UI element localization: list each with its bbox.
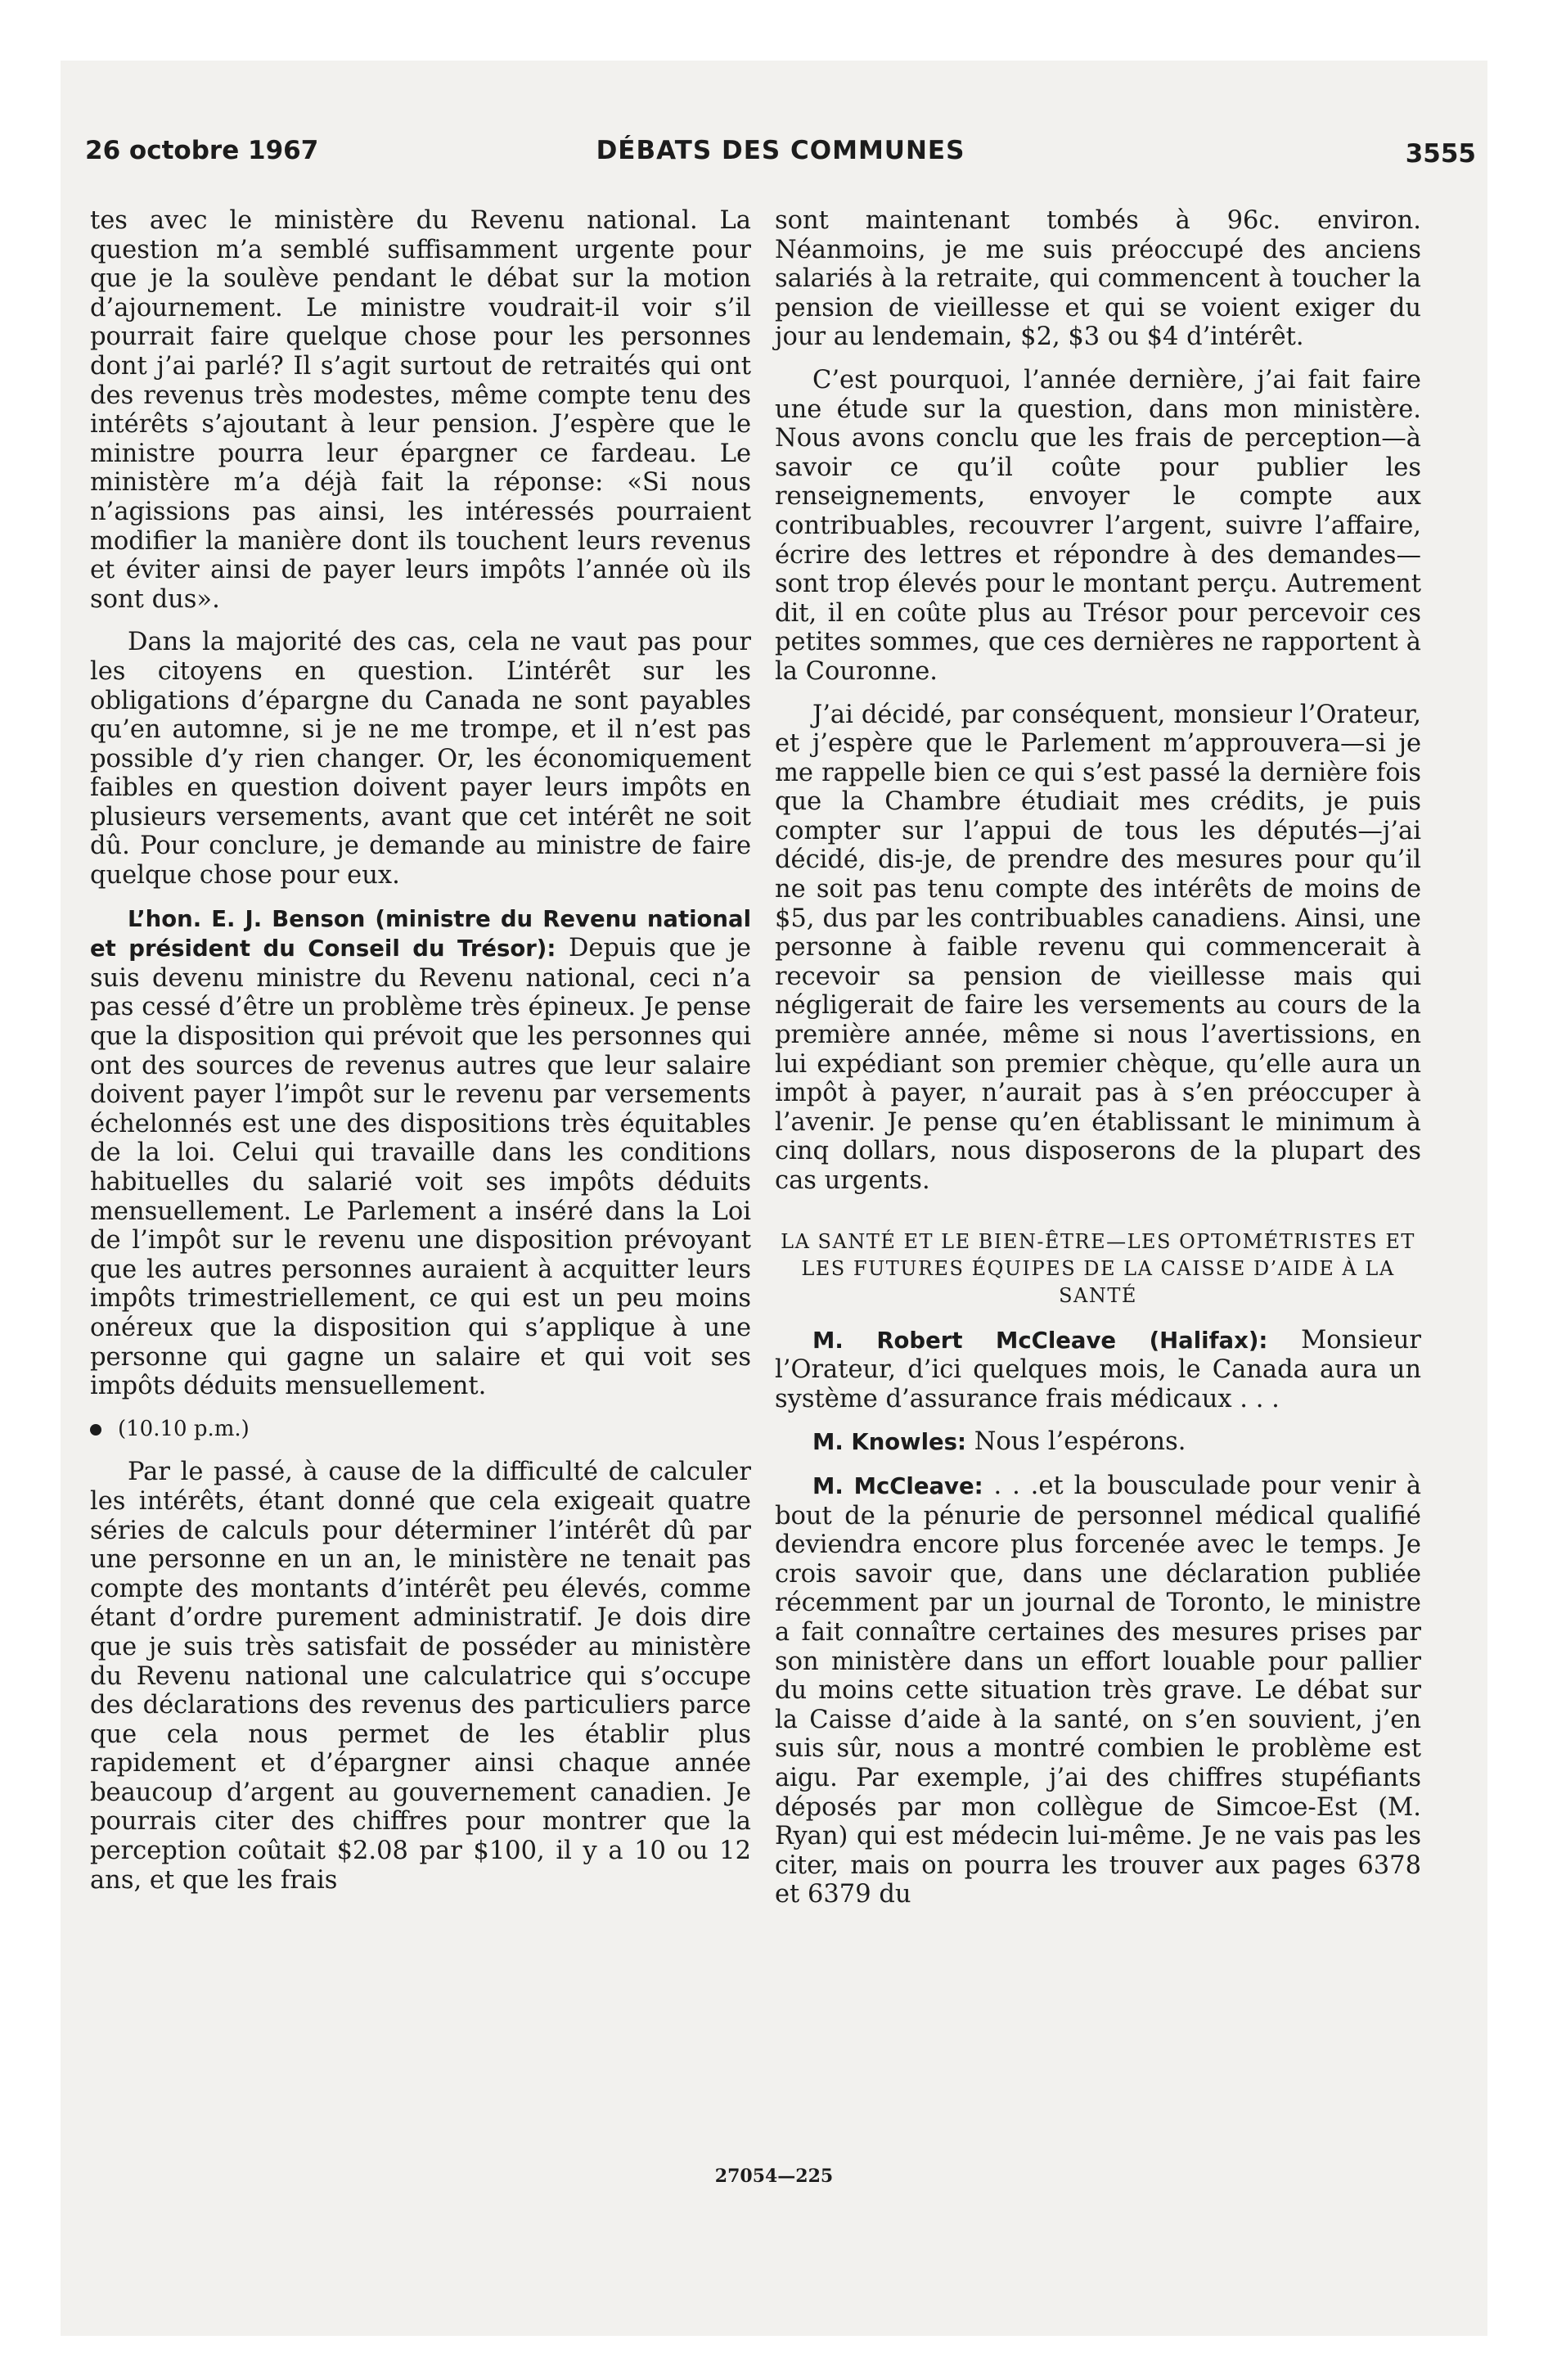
right-column: [775, 206, 1421, 1923]
paragraph: Dans la majorité des cas, cela ne vaut pas pour les citoyens en question. L’intérêt sur les obligations d’épargne du Canada ne sont payables qu’en automne, si je ne me trompe, et il n’est pas possible d’y rien changer. Or, les économiquement faibles en question doivent payer leurs impôts en plusieurs versements, avant que cet intérêt ne soit dû. Pour conclure, je demande au ministre de faire quelque chose pour eux.: [90, 628, 751, 890]
paragraph: C’est pourquoi, l’année dernière, j’ai fait faire une étude sur la question, dans mon ministère. Nous avons conclu que les frais de perception—à savoir ce qu’il coûte pour publier les renseignements, envoyer le compte aux contribuables, recouvrer l’argent, suivre l’affaire, écrire des lettres et répondre à des demandes—sont trop élevés pour le montant perçu. Autrement dit, il en coûte plus au Trésor pour percevoir ces petites sommes, que ces dernières ne rapportent à la Couronne.: [775, 365, 1421, 686]
page-header: [85, 136, 1476, 177]
paragraph: Par le passé, à cause de la difficulté de calculer les intérêts, étant donné que cela exigeait quatre séries de calculs pour déterminer l’intérêt dû par une personne en un an, le ministère ne tenait pas compte des montants d’intérêt peu élevés, comme étant d’ordre purement administratif. Je dois dire que je suis très satisfait de posséder au ministère du Revenu national une calculatrice qui s’occupe des déclarations des revenus des particuliers parce que cela nous permet de les établir plus rapidement et d’épargner ainsi chaque année beaucoup d’argent au gouvernement canadien. Je pourrais citer des chiffres pour montrer que la perception coûtait $2.08 par $100, il y a 10 ou 12 ans, et que les frais: [90, 1458, 751, 1895]
speaker-name: L’hon. E. J. Benson (ministre du Revenu national et président du Conseil du Trésor):: [90, 905, 751, 962]
speech-text: Nous l’espérons.: [974, 1427, 1186, 1457]
page-number: 3555: [1405, 139, 1476, 169]
timestamp: [90, 1415, 751, 1445]
paragraph: sont maintenant tombés à 96c. environ. Néanmoins, je me suis préoccupé des anciens salariés à la retraite, qui commencent à toucher la pension de vieillesse et qui se voient exiger du jour au lendemain, $2, $3 ou $4 d’intérêt.: [775, 206, 1421, 352]
section-heading: LA SANTÉ ET LE BIEN-ÊTRE—LES OPTOMÉTRISTES ET LES FUTURES ÉQUIPES DE LA CAISSE D’AIDE À LA SANTÉ: [781, 1229, 1415, 1307]
footer-code: 27054—225: [714, 2166, 834, 2187]
speaker-name: M. Knowles:: [812, 1429, 967, 1456]
speech: [90, 904, 751, 1401]
speech-text: . . .et la bousculade pour venir à bout de la pénurie de personnel médical qualifié deviendra encore plus forcenée avec le temps. Je crois savoir que, dans une déclaration publiée récemment par un journal de Toronto, le ministre a fait connaître certaines des mesures prises par son ministère dans un effort louable pour pallier du moins cette situation très grave. Le débat sur la Caisse d’aide à la santé, on s’en souvient, j’en suis sûr, nous a montré combien le problème est aigu. Par exemple, j’ai des chiffres stupéfiants déposés par mon collègue de Simcoe-Est (M. Ryan) qui est médecin lui-même. Je ne vais pas les citer, mais on pourra les trouver aux pages 6378 et 6379 du: [775, 1471, 1421, 1909]
header-date: 26 octobre 1967: [85, 136, 319, 165]
speech: [775, 1427, 1421, 1458]
speaker-name: M. Robert McCleave (Halifax):: [812, 1327, 1268, 1354]
paragraph: tes avec le ministère du Revenu national. La question m’a semblé suffisamment urgente pour que je la soulève pendant le débat sur la motion d’ajournement. Le ministre voudrait-il voir s’il pourrait faire quelque chose pour les personnes dont j’ai parlé? Il s’agit surtout de retraités qui ont des revenus très modestes, même compte tenu des intérêts s’ajoutant à leur pension. J’espère que le ministre pourra leur épargner ce fardeau. Le ministère m’a déjà fait la réponse: «Si nous n’agissions pas ainsi, les intéressés pourraient modifier la manière dont ils touchent leurs revenus et éviter ainsi de payer leurs impôts l’année où ils sont dus».: [90, 206, 751, 614]
speech-text: Depuis que je suis devenu ministre du Revenu national, ceci n’a pas cessé d’être un problème très épineux. Je pense que la disposition qui prévoit que les personnes qui ont des sources de revenus autres que leur salaire doivent payer l’impôt sur le revenu par versements échelonnés est une des dispositions très équitables de la loi. Celui qui travaille dans les conditions habituelles du salarié voit ses impôts déduits mensuellement. Le Parlement a inséré dans la Loi de l’impôt sur le revenu une disposition prévoyant que les autres personnes auraient à acquitter leurs impôts trimestriellement, ce qui est un peu moins onéreux que la disposition qui s’applique à une personne qui gagne un salaire et qui voit ses impôts déduits mensuellement.: [90, 934, 751, 1401]
speech: [775, 1472, 1421, 1909]
speech-text: Monsieur l’Orateur, d’ici quelques mois, le Canada aura un système d’assurance frais médicaux . . .: [775, 1325, 1421, 1413]
speech: [775, 1326, 1421, 1414]
timestamp-text: (10.10 p.m.): [118, 1416, 250, 1441]
speaker-name: M. McCleave:: [812, 1472, 983, 1499]
bullet-icon: [90, 1424, 101, 1436]
header-title: DÉBATS DES COMMUNES: [596, 136, 965, 165]
left-column: [90, 206, 751, 1909]
paragraph: J’ai décidé, par conséquent, monsieur l’Orateur, et j’espère que le Parlement m’approuvera—si je me rappelle bien ce qui s’est passé la dernière fois que la Chambre étudiait mes crédits, je puis compter sur l’appui de tous les députés—j’ai décidé, dis-je, de prendre des mesures pour qu’il ne soit pas tenu compte des intérêts de moins de $5, dus par les contribuables canadiens. Ainsi, une personne à faible revenu qui commencerait à recevoir sa pension de vieillesse mais qui négligerait de faire les versements au cours de la première année, même si nous l’avertissions, en lui expédiant son premier chèque, qu’elle aura un impôt à payer, n’aurait pas à s’en préoccuper à l’avenir. Je pense qu’en établissant le minimum à cinq dollars, nous disposerons de la plupart des cas urgents.: [775, 700, 1421, 1195]
